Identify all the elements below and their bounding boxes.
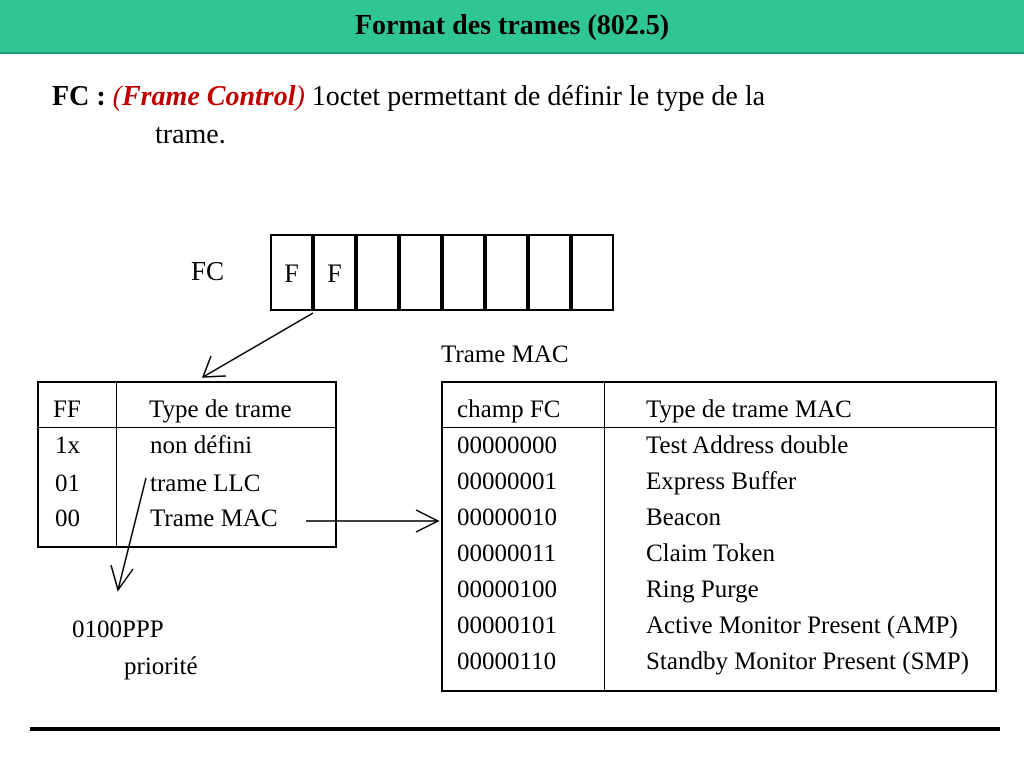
mac-row-type: Active Monitor Present (AMP) (646, 612, 958, 639)
mac-row-code: 00000011 (457, 540, 557, 567)
fc-to-ff-arrowhead (203, 356, 226, 377)
mac-row-code: 00000101 (457, 612, 557, 639)
term-open-paren: ( (112, 81, 122, 112)
intro-label: FC : (52, 81, 106, 112)
ff-header-type: Type de trame (149, 396, 292, 423)
llc-priority-label: priorité (124, 653, 198, 680)
mac-header-type: Type de trame MAC (646, 396, 852, 423)
ff-row-code: 1x (55, 432, 80, 459)
ff-row-code: 01 (55, 470, 80, 497)
ff-row-type: trame LLC (150, 470, 261, 497)
mac-row-type: Express Buffer (646, 468, 797, 495)
fc-bit-cell: F (313, 234, 356, 311)
mac-row-type: Ring Purge (646, 576, 759, 603)
fc-to-ff-arrow (203, 313, 313, 377)
mac-row-code: 00000000 (457, 432, 557, 459)
llc-to-priority-arrow (118, 478, 146, 590)
ff-row-type: Trame MAC (150, 505, 278, 532)
ff-row-type: non défini (150, 432, 253, 459)
term-close-paren: ) (295, 81, 305, 112)
mac-row-code: 00000001 (457, 468, 557, 495)
slide-title: Format des trames (802.5) (354, 10, 670, 41)
mac-table-caption: Trame MAC (441, 341, 569, 368)
mac-row-code: 00000110 (457, 648, 557, 675)
llc-to-priority-arrowhead (111, 565, 133, 590)
mac-row-code: 00000100 (457, 576, 557, 603)
ff-header-code: FF (53, 396, 81, 423)
mac-row-type: Test Address double (646, 432, 849, 459)
footer-rule (30, 727, 1000, 731)
term-text: Frame Control (121, 81, 296, 112)
mac-row-type: Claim Token (646, 540, 776, 567)
mac-row-type: Beacon (646, 504, 721, 531)
fc-bit-cell: F (270, 234, 313, 311)
intro-text: 1octet permettant de définir le type de la (311, 81, 766, 112)
ff-row-code: 00 (55, 505, 80, 532)
mac-header-code: champ FC (457, 396, 561, 423)
fc-field-label: FC (191, 256, 225, 286)
intro-text-line2: trame. (155, 119, 226, 150)
mac-row-type: Standby Monitor Present (SMP) (646, 648, 969, 675)
mac-row-code: 00000010 (457, 504, 557, 531)
llc-priority-code: 0100PPP (72, 616, 164, 643)
